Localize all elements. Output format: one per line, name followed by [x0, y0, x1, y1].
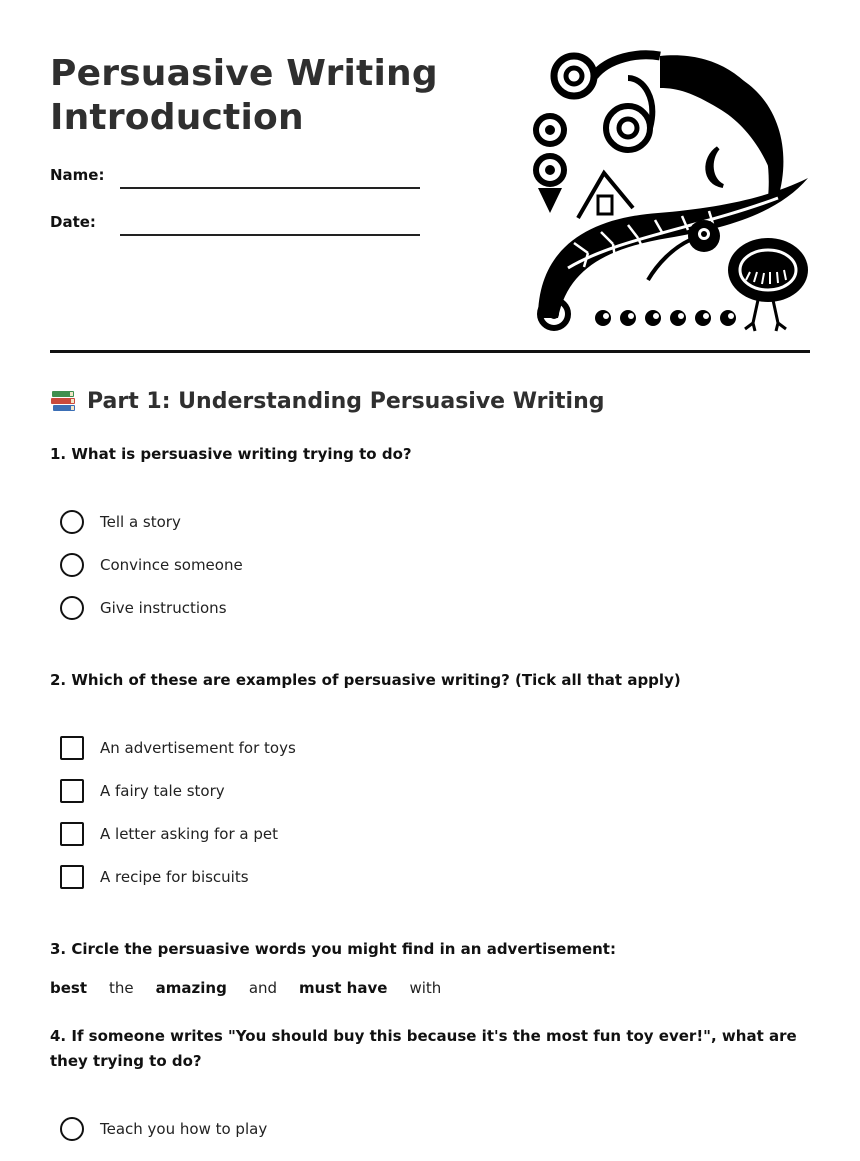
q1-option-3[interactable]	[60, 595, 227, 621]
option-label: Teach you how to play	[100, 1120, 268, 1138]
word-amazing[interactable]: amazing	[155, 979, 227, 997]
option-label: An advertisement for toys	[100, 739, 296, 757]
radio-button[interactable]	[60, 1117, 84, 1141]
header-divider	[50, 350, 810, 353]
name-field[interactable]	[120, 187, 420, 189]
q4-option-1[interactable]	[60, 1116, 267, 1142]
page-title	[50, 52, 438, 140]
question-1: 1. What is persuasive writing trying to do?	[50, 445, 412, 463]
option-label: A letter asking for a pet	[100, 825, 278, 843]
option-label: Give instructions	[100, 599, 227, 617]
radio-button[interactable]	[60, 510, 84, 534]
question-3: 3. Circle the persuasive words you might find in an advertisement:	[50, 940, 616, 958]
q2-option-3[interactable]	[60, 821, 278, 847]
word-the[interactable]: the	[109, 979, 134, 997]
word-list	[50, 979, 463, 997]
option-label: Convince someone	[100, 556, 243, 574]
title-line-2: Introduction	[50, 97, 304, 138]
q1-option-1[interactable]	[60, 509, 181, 535]
q2-option-4[interactable]	[60, 864, 249, 890]
date-field[interactable]	[120, 234, 420, 236]
q2-option-1[interactable]	[60, 735, 296, 761]
q2-option-2[interactable]	[60, 778, 225, 804]
option-label: A recipe for biscuits	[100, 868, 249, 886]
option-label: Tell a story	[100, 513, 181, 531]
q1-option-2[interactable]	[60, 552, 243, 578]
books-icon	[50, 388, 78, 414]
checkbox[interactable]	[60, 822, 84, 846]
name-label: Name:	[50, 166, 105, 184]
radio-button[interactable]	[60, 553, 84, 577]
word-must-have[interactable]: must have	[299, 979, 388, 997]
section-heading-text: Part 1: Understanding Persuasive Writing	[87, 388, 605, 414]
checkbox[interactable]	[60, 736, 84, 760]
question-4: 4. If someone writes "You should buy this because it's the most fun toy ever!", what are they trying to do?	[50, 1027, 797, 1070]
word-and[interactable]: and	[248, 979, 278, 997]
kiwi-illustration	[528, 48, 812, 332]
word-best[interactable]: best	[50, 979, 88, 997]
word-with[interactable]: with	[409, 979, 442, 997]
date-label: Date:	[50, 213, 96, 231]
section-heading	[50, 388, 604, 414]
checkbox[interactable]	[60, 865, 84, 889]
radio-button[interactable]	[60, 596, 84, 620]
question-2: 2. Which of these are examples of persuasive writing? (Tick all that apply)	[50, 671, 681, 689]
title-line-1: Persuasive Writing	[50, 53, 438, 94]
option-label: A fairy tale story	[100, 782, 225, 800]
checkbox[interactable]	[60, 779, 84, 803]
